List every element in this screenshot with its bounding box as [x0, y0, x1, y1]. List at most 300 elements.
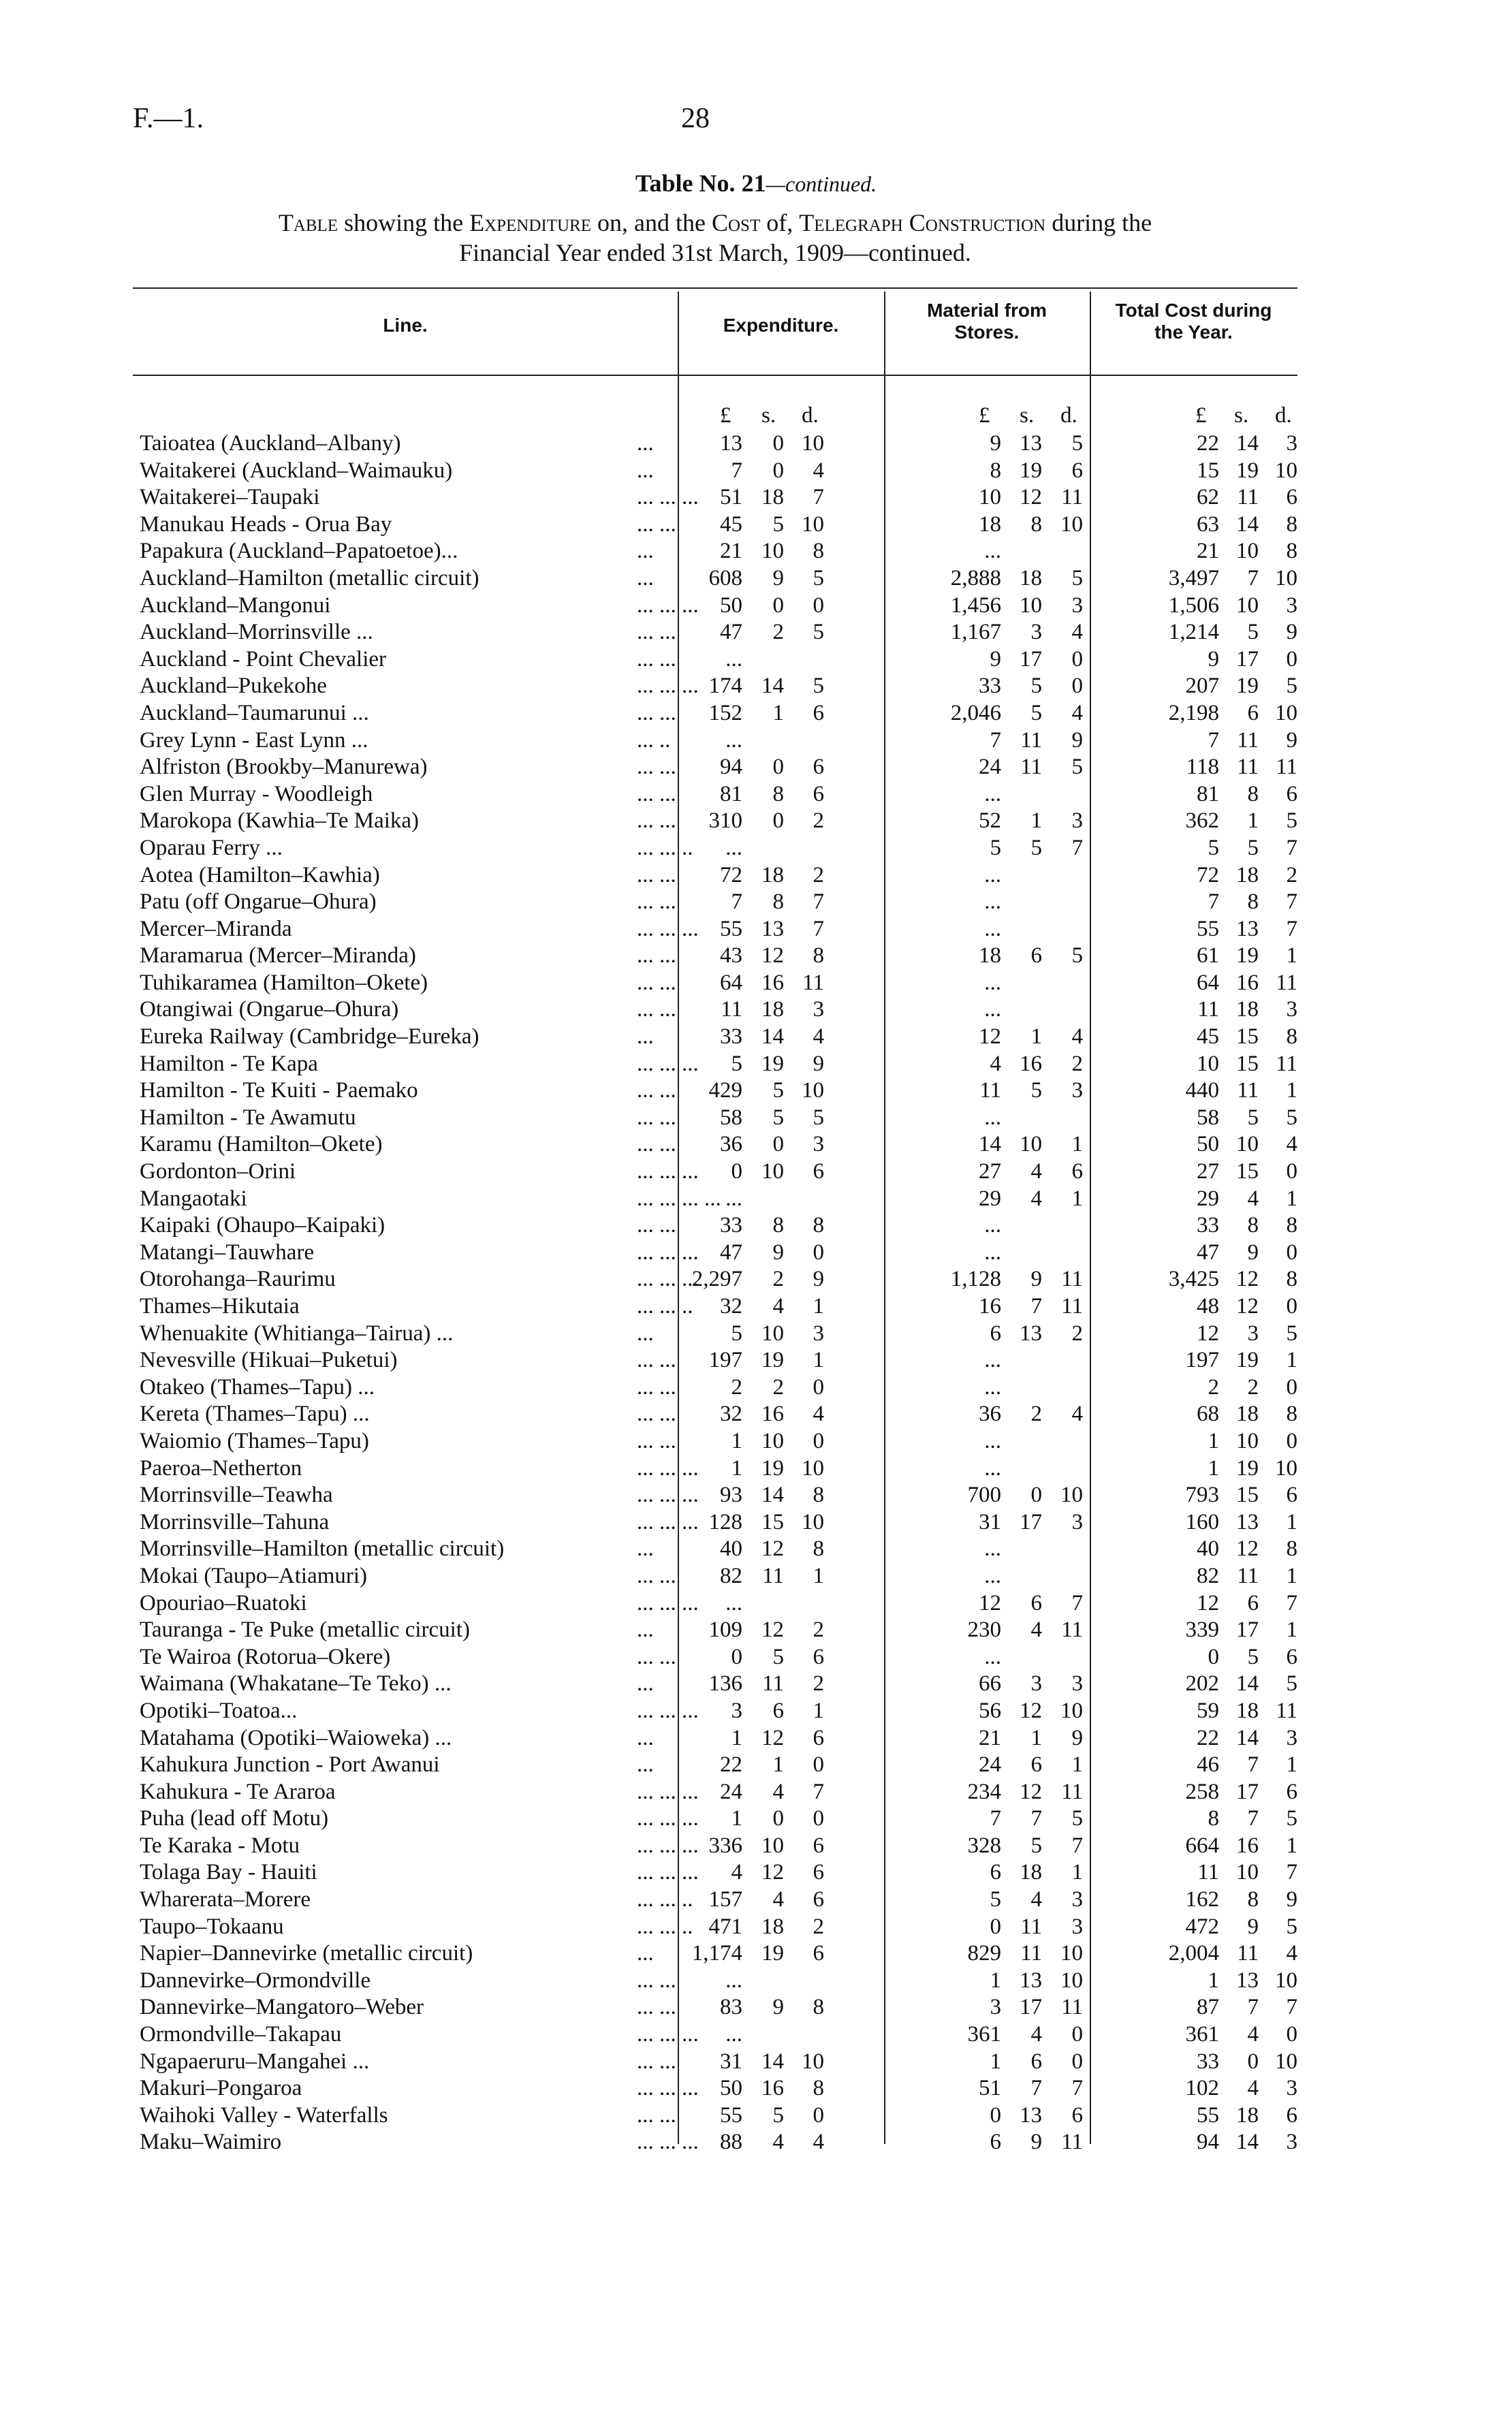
total-pence: 11: [1276, 1051, 1297, 1076]
total-pence: 1: [1286, 1752, 1297, 1778]
material-shillings: 5: [1030, 700, 1042, 725]
total-shillings: 10: [1236, 593, 1259, 618]
total-pounds: 11: [1197, 1860, 1219, 1885]
expenditure-shillings: 12: [761, 943, 784, 968]
expenditure-pence: 8: [813, 1213, 824, 1238]
expenditure-pounds: 93: [720, 1483, 742, 1508]
material-pounds: ...: [984, 1428, 1001, 1453]
caption-text: on, and the: [591, 209, 712, 236]
total-pounds: 40: [1197, 1536, 1219, 1562]
expenditure-pence: 11: [802, 970, 824, 995]
total-shillings: 11: [1237, 727, 1259, 753]
caption-word-expenditure: Expenditure: [469, 209, 592, 236]
expenditure-pounds: 50: [720, 593, 742, 618]
total-pence: 1: [1286, 1348, 1297, 1373]
material-pence: 11: [1061, 1267, 1083, 1292]
table-row: [133, 1779, 1297, 1806]
expenditure-shillings: 16: [761, 2076, 784, 2101]
column-header-expenditure: Expenditure.: [723, 315, 839, 336]
line-name: Morrinsville–Tahuna: [140, 1509, 330, 1534]
material-pounds: 31: [979, 1509, 1001, 1534]
expenditure-pounds: ...: [725, 727, 742, 753]
material-pounds: 3: [990, 1995, 1001, 2020]
expenditure-pence: 2: [813, 808, 824, 834]
material-shillings: 5: [1030, 835, 1042, 860]
column-header-total-line2: the Year.: [1154, 321, 1233, 343]
table-row: [133, 1158, 1297, 1186]
total-pence: 5: [1286, 1105, 1297, 1130]
total-shillings: 10: [1236, 1132, 1259, 1157]
table-row: [133, 1293, 1297, 1321]
expenditure-pounds: 33: [720, 1213, 742, 1238]
expenditure-shillings: 19: [761, 1051, 784, 1076]
leader-dots: ... ... ...: [637, 1590, 699, 1615]
expenditure-pence: 3: [813, 997, 824, 1022]
leader-dots: ... ...: [637, 1213, 676, 1238]
material-pounds: 2,046: [950, 700, 1001, 725]
expenditure-pounds: 7: [731, 889, 742, 915]
material-pounds: 18: [979, 943, 1001, 968]
expenditure-pounds: 36: [720, 1132, 742, 1157]
leader-dots: ...: [637, 1752, 654, 1778]
expenditure-shillings: 2: [772, 1374, 784, 1400]
expenditure-pounds: 72: [720, 862, 742, 887]
expenditure-pounds: ...: [725, 1590, 742, 1615]
column-header-total: [1090, 300, 1297, 343]
total-pence: 3: [1286, 1725, 1297, 1750]
material-pounds: 24: [979, 1752, 1001, 1778]
line-name: Oparau Ferry ...: [140, 835, 283, 860]
material-pounds: 29: [979, 1186, 1001, 1211]
line-name: Aotea (Hamilton–Kawhia): [140, 862, 380, 887]
leader-dots: ... ... ...: [637, 2022, 699, 2047]
total-shillings: 18: [1236, 862, 1259, 887]
total-pence: 3: [1286, 431, 1297, 456]
line-name: Tolaga Bay - Hauiti: [140, 1860, 317, 1885]
material-pence: 10: [1060, 511, 1083, 537]
expenditure-shillings: 1: [772, 1752, 784, 1778]
total-shillings: 8: [1247, 781, 1259, 806]
leader-dots: ... ... ..: [637, 1914, 693, 1939]
material-shillings: 7: [1030, 2076, 1042, 2101]
expenditure-pounds: 55: [720, 2102, 742, 2128]
expenditure-pounds: 50: [720, 2076, 742, 2101]
expenditure-pence: 4: [813, 2130, 824, 2155]
total-pounds: 27: [1197, 1159, 1219, 1184]
expenditure-pounds: 51: [720, 485, 742, 510]
leader-dots: ... ...: [637, 700, 676, 725]
material-pounds: 1: [990, 1968, 1001, 1993]
material-pence: 5: [1071, 431, 1083, 456]
leader-dots: ... ... ...: [637, 674, 699, 699]
total-pounds: 118: [1186, 755, 1219, 780]
expenditure-pence: 6: [813, 755, 824, 780]
line-name: Ormondville–Takapau: [140, 2022, 342, 2047]
total-pounds: 3,497: [1168, 565, 1219, 590]
material-shillings: 6: [1030, 1752, 1042, 1778]
leader-dots: ... ... ..: [637, 1294, 693, 1319]
total-pounds: 664: [1185, 1833, 1219, 1858]
material-shillings: 2: [1030, 1402, 1042, 1427]
total-pounds: 7: [1208, 727, 1219, 753]
material-shillings: 10: [1020, 1132, 1042, 1157]
total-pounds: 94: [1197, 2130, 1219, 2155]
total-pounds: 33: [1197, 1213, 1219, 1238]
caption-line-1: [133, 208, 1297, 238]
expenditure-pounds: 109: [708, 1618, 742, 1643]
leader-dots: ... ...: [637, 970, 676, 995]
expenditure-pounds: 82: [720, 1563, 742, 1588]
expenditure-pounds: 43: [720, 943, 742, 968]
material-shillings: 16: [1020, 1051, 1042, 1076]
expenditure-pence: 6: [813, 1941, 824, 1966]
line-name: Karamu (Hamilton–Okete): [140, 1132, 383, 1157]
material-shillings: 11: [1020, 727, 1042, 753]
total-pence: 2: [1286, 862, 1297, 887]
total-pence: 9: [1286, 620, 1297, 645]
total-shillings: 19: [1236, 1348, 1259, 1373]
total-shillings: 14: [1236, 1671, 1259, 1697]
material-pounds: 24: [979, 755, 1001, 780]
total-shillings: 16: [1236, 970, 1259, 995]
expenditure-shillings: 0: [772, 808, 784, 834]
expenditure-pence: 5: [813, 674, 824, 699]
line-name: Taupo–Tokaanu: [140, 1914, 284, 1939]
line-name: Otorohanga–Raurimu: [140, 1267, 336, 1292]
table-row: [133, 889, 1297, 916]
leader-dots: ...: [637, 565, 654, 590]
expenditure-pence: 6: [813, 1833, 824, 1858]
material-shillings: 6: [1030, 2049, 1042, 2074]
expenditure-pence: 8: [813, 1483, 824, 1508]
table-row: [133, 2129, 1297, 2156]
total-pounds: 61: [1197, 943, 1219, 968]
total-pounds: 29: [1197, 1186, 1219, 1211]
total-pence: 5: [1286, 1806, 1297, 1831]
line-name: Hamilton - Te Kuiti - Paemako: [140, 1078, 418, 1103]
total-shillings: 5: [1247, 620, 1259, 645]
caption-word-telegraph: Telegraph Construction: [799, 209, 1046, 236]
expenditure-pounds: 471: [708, 1914, 742, 1939]
material-shillings: 0: [1030, 1483, 1042, 1508]
unit-pound: £: [1195, 403, 1207, 428]
total-pence: 3: [1286, 2076, 1297, 2101]
material-pounds: 8: [990, 458, 1001, 483]
expenditure-pounds: 157: [708, 1887, 742, 1912]
unit-pound: £: [979, 403, 990, 428]
expenditure-shillings: 5: [772, 1105, 784, 1130]
line-name: Ngapaeruru–Mangahei ...: [140, 2049, 370, 2074]
caption-text: of,: [760, 209, 800, 236]
total-pounds: 46: [1197, 1752, 1219, 1778]
material-pounds: ...: [984, 1563, 1001, 1588]
expenditure-pence: 1: [813, 1294, 824, 1319]
column-header-material-line2: Stores.: [954, 321, 1020, 343]
table-row: [133, 1752, 1297, 1779]
table-caption: [133, 208, 1297, 268]
expenditure-shillings: 18: [761, 1914, 784, 1939]
material-pence: 11: [1061, 1618, 1083, 1643]
line-name: Auckland - Point Chevalier: [140, 646, 387, 672]
material-shillings: 10: [1020, 593, 1042, 618]
total-pounds: 10: [1197, 1051, 1219, 1076]
table-row: [133, 1644, 1297, 1671]
page-reference: F.—1.: [133, 103, 204, 134]
total-pence: 3: [1286, 997, 1297, 1022]
line-name: Kahukura - Te Araroa: [140, 1779, 336, 1804]
table-row: [133, 1105, 1297, 1132]
table-row: [133, 2102, 1297, 2130]
expenditure-shillings: 2: [772, 1267, 784, 1292]
expenditure-pence: 8: [813, 539, 824, 564]
expenditure-shillings: 0: [772, 755, 784, 780]
line-name: Taioatea (Auckland–Albany): [140, 431, 401, 456]
line-name: Waimana (Whakatane–Te Teko) ...: [140, 1671, 452, 1697]
expenditure-pounds: 4: [731, 1860, 742, 1885]
material-shillings: 9: [1030, 2130, 1042, 2155]
total-pence: 7: [1286, 889, 1297, 915]
line-name: Matangi–Tauwhare: [140, 1240, 315, 1265]
material-pounds: ...: [984, 781, 1001, 806]
leader-dots: ... ... ...: [637, 1159, 699, 1184]
expenditure-pounds: 174: [708, 674, 742, 699]
expenditure-pence: 0: [813, 1806, 824, 1831]
line-name: Te Karaka - Motu: [140, 1833, 300, 1858]
total-pounds: 11: [1197, 997, 1219, 1022]
total-pence: 3: [1286, 2130, 1297, 2155]
table-row: [133, 943, 1297, 970]
expenditure-shillings: 9: [772, 1240, 784, 1265]
material-pounds: ...: [984, 1374, 1001, 1400]
material-shillings: 3: [1030, 1671, 1042, 1697]
expenditure-pence: 10: [802, 431, 824, 456]
table-row: [133, 593, 1297, 620]
leader-dots: ... ...: [637, 889, 676, 915]
expenditure-shillings: 2: [772, 620, 784, 645]
expenditure-shillings: 0: [772, 431, 784, 456]
expenditure-pounds: 47: [720, 1240, 742, 1265]
total-pence: 0: [1286, 1374, 1297, 1400]
leader-dots: ... ...: [637, 2102, 676, 2128]
total-pence: 6: [1286, 781, 1297, 806]
material-pounds: 234: [967, 1779, 1001, 1804]
material-shillings: 3: [1030, 620, 1042, 645]
material-pounds: ...: [984, 1240, 1001, 1265]
table-row: [133, 1914, 1297, 1941]
total-pounds: 102: [1185, 2076, 1219, 2101]
table-row: [133, 430, 1297, 458]
total-pounds: 2: [1208, 1374, 1219, 1400]
material-pence: 5: [1071, 943, 1083, 968]
leader-dots: ... ... ...: [637, 593, 699, 618]
total-shillings: 15: [1236, 1483, 1259, 1508]
total-shillings: 18: [1236, 1698, 1259, 1723]
total-pounds: 62: [1197, 485, 1219, 510]
table-row: [133, 1266, 1297, 1293]
total-pence: 9: [1286, 1887, 1297, 1912]
total-pence: 10: [1275, 1968, 1297, 1993]
expenditure-pence: 4: [813, 1402, 824, 1427]
line-name: Thames–Hikutaia: [140, 1294, 300, 1319]
total-shillings: 19: [1236, 1455, 1259, 1481]
total-shillings: 14: [1236, 431, 1259, 456]
material-shillings: 4: [1030, 1159, 1042, 1184]
material-shillings: 1: [1030, 1024, 1042, 1050]
table-row: [133, 1131, 1297, 1158]
leader-dots: ... ...: [637, 781, 676, 806]
table-row: [133, 484, 1297, 511]
table-row: [133, 1698, 1297, 1725]
total-pence: 8: [1286, 539, 1297, 564]
line-name: Whenuakite (Whitianga–Tairua) ...: [140, 1321, 454, 1346]
total-pence: 6: [1286, 1779, 1297, 1804]
leader-dots: ...: [637, 1725, 654, 1750]
expenditure-pounds: 21: [720, 539, 742, 564]
leader-dots: ...: [637, 1536, 654, 1562]
expenditure-pence: 10: [802, 511, 824, 537]
material-pence: 4: [1071, 1024, 1083, 1050]
material-pence: 4: [1071, 620, 1083, 645]
page-header: [133, 102, 1297, 157]
table-title-suffix: —continued.: [766, 172, 877, 196]
total-pounds: 50: [1197, 1132, 1219, 1157]
material-shillings: 18: [1020, 565, 1042, 590]
line-name: Matahama (Opotiki–Waioweka) ...: [140, 1725, 452, 1750]
total-pence: 10: [1275, 700, 1297, 725]
unit-pence: d.: [802, 403, 819, 428]
expenditure-shillings: 18: [761, 997, 784, 1022]
total-shillings: 7: [1247, 1752, 1259, 1778]
material-pounds: ...: [984, 1536, 1001, 1562]
material-pence: 0: [1071, 2049, 1083, 2074]
table-row: [133, 1805, 1297, 1833]
line-name: Gordonton–Orini: [140, 1159, 296, 1184]
table-row: [133, 1590, 1297, 1618]
expenditure-shillings: 8: [772, 1213, 784, 1238]
material-shillings: 6: [1030, 943, 1042, 968]
table-row: [133, 1482, 1297, 1509]
expenditure-pounds: 32: [720, 1402, 742, 1427]
expenditure-pence: 10: [802, 1078, 824, 1103]
total-pounds: 2,198: [1168, 700, 1219, 725]
total-pence: 0: [1286, 1159, 1297, 1184]
material-shillings: 7: [1030, 1294, 1042, 1319]
expenditure-pence: 0: [813, 2102, 824, 2128]
table-row: [133, 646, 1297, 674]
material-pence: 4: [1071, 1402, 1083, 1427]
material-pounds: 9: [990, 431, 1001, 456]
expenditure-shillings: 8: [772, 781, 784, 806]
total-shillings: 11: [1237, 1941, 1259, 1966]
line-name: Hamilton - Te Awamutu: [140, 1105, 356, 1130]
leader-dots: ... ...: [637, 1968, 676, 1993]
table-row: [133, 1321, 1297, 1348]
expenditure-pence: 1: [813, 1348, 824, 1373]
table-row: [133, 1725, 1297, 1752]
material-pence: 6: [1071, 458, 1083, 483]
expenditure-pence: 6: [813, 1644, 824, 1669]
expenditure-pounds: 1: [731, 1455, 742, 1481]
expenditure-shillings: 15: [761, 1509, 784, 1534]
material-pence: 5: [1071, 565, 1083, 590]
material-pounds: ...: [984, 1348, 1001, 1373]
total-shillings: 19: [1236, 458, 1259, 483]
total-pounds: 5: [1208, 835, 1219, 860]
table-row: [133, 727, 1297, 755]
table-row: [133, 1968, 1297, 1995]
expenditure-pence: 5: [813, 620, 824, 645]
line-name: Grey Lynn - East Lynn ...: [140, 727, 368, 753]
total-pence: 3: [1286, 593, 1297, 618]
total-shillings: 19: [1236, 943, 1259, 968]
material-shillings: 6: [1030, 1590, 1042, 1615]
line-name: Waihoki Valley - Waterfalls: [140, 2102, 388, 2128]
expenditure-shillings: 12: [761, 1725, 784, 1750]
material-pounds: 36: [979, 1402, 1001, 1427]
leader-dots: ... ... ...: [637, 1833, 699, 1858]
material-shillings: 12: [1020, 1779, 1042, 1804]
total-shillings: 5: [1247, 1105, 1259, 1130]
total-pence: 1: [1286, 1833, 1297, 1858]
table-row: [133, 1536, 1297, 1563]
expenditure-shillings: 12: [761, 1860, 784, 1885]
expenditure-shillings: 0: [772, 593, 784, 618]
total-shillings: 4: [1247, 1186, 1259, 1211]
material-pence: 2: [1071, 1321, 1083, 1346]
material-pence: 7: [1071, 2076, 1083, 2101]
table-row: [133, 2021, 1297, 2049]
total-pounds: 64: [1197, 970, 1219, 995]
expenditure-pounds: 310: [708, 808, 742, 834]
line-name: Otangiwai (Ongarue–Ohura): [140, 997, 399, 1022]
line-name: Opouriao–Ruatoki: [140, 1590, 307, 1615]
material-shillings: 18: [1020, 1860, 1042, 1885]
expenditure-pounds: 152: [708, 700, 742, 725]
material-pounds: 7: [990, 1806, 1001, 1831]
material-pounds: ...: [984, 916, 1001, 941]
expenditure-shillings: 18: [761, 485, 784, 510]
material-shillings: 13: [1020, 1968, 1042, 1993]
expenditure-pence: 10: [802, 2049, 824, 2074]
line-name: Auckland–Hamilton (metallic circuit): [140, 565, 479, 590]
page-number: 28: [681, 103, 710, 134]
expenditure-shillings: 10: [761, 539, 784, 564]
material-pounds: ...: [984, 1105, 1001, 1130]
total-shillings: 4: [1247, 2076, 1259, 2101]
total-pence: 8: [1286, 1402, 1297, 1427]
total-pence: 5: [1286, 1914, 1297, 1939]
table-row: [133, 1240, 1297, 1267]
expenditure-pence: 9: [813, 1051, 824, 1076]
expenditure-shillings: 12: [761, 1536, 784, 1562]
expenditure-pence: 0: [813, 1752, 824, 1778]
column-header-total-line1: Total Cost during: [1115, 300, 1272, 321]
material-pounds: 27: [979, 1159, 1001, 1184]
column-header-material-line1: Material from: [927, 300, 1047, 321]
table-row: [133, 1051, 1297, 1078]
expenditure-pounds: 40: [720, 1536, 742, 1562]
total-shillings: 8: [1247, 1887, 1259, 1912]
total-pounds: 160: [1185, 1509, 1219, 1534]
line-name: Wharerata–Morere: [140, 1887, 311, 1912]
expenditure-pounds: 197: [708, 1348, 742, 1373]
line-name: Eureka Railway (Cambridge–Eureka): [140, 1024, 479, 1050]
line-name: Alfriston (Brookby–Manurewa): [140, 755, 428, 780]
expenditure-shillings: 9: [772, 565, 784, 590]
line-name: Glen Murray - Woodleigh: [140, 781, 373, 806]
expenditure-shillings: 10: [761, 1321, 784, 1346]
line-name: Tuhikaramea (Hamilton–Okete): [140, 970, 428, 995]
